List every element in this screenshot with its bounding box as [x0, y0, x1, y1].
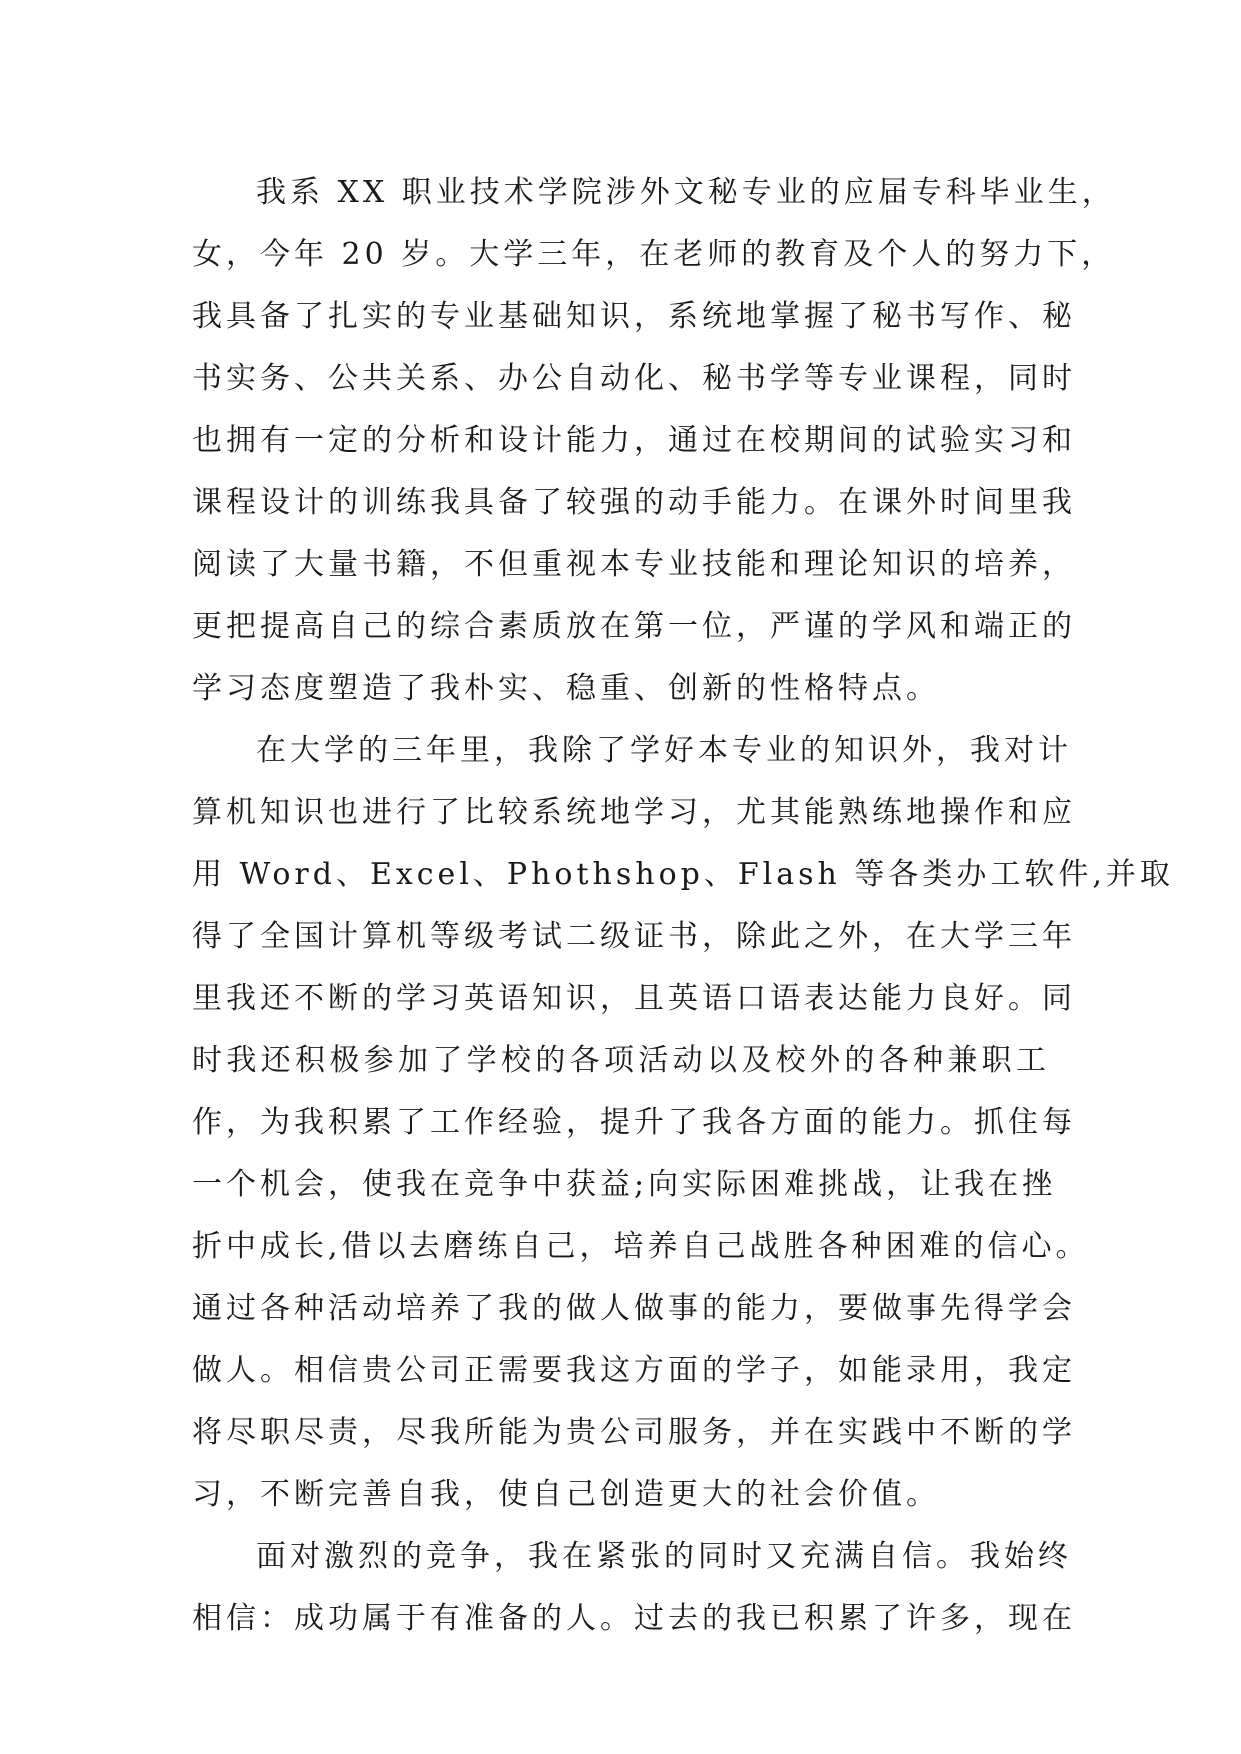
text-line: 通过各种活动培养了我的做人做事的能力，要做事先得学会	[192, 1291, 1076, 1326]
text-line: 学习态度塑造了我朴实、稳重、创新的性格特点。	[192, 671, 940, 706]
text-line: 时我还积极参加了学校的各项活动以及校外的各种兼职工	[192, 1043, 1050, 1078]
text-line: 算机知识也进行了比较系统地学习，尤其能熟练地操作和应	[192, 795, 1076, 830]
text-line: 书实务、公共关系、办公自动化、秘书学等专业课程，同时	[192, 361, 1076, 396]
paragraph-1	[192, 162, 1116, 720]
text-line: 女，今年 20 岁。大学三年，在老师的教育及个人的努力下，	[192, 237, 1116, 272]
text-line: 一个机会，使我在竞争中获益;向实际困难挑战，让我在挫	[192, 1167, 1057, 1202]
text-line: 折中成长,借以去磨练自己，培养自己战胜各种困难的信心。	[192, 1229, 1090, 1264]
text-line: 面对激烈的竞争，我在紧张的同时又充满自信。我始终	[256, 1539, 1072, 1574]
paragraph-3	[192, 1526, 1076, 1650]
text-line: 作，为我积累了工作经验，提升了我各方面的能力。抓住每	[192, 1105, 1076, 1140]
text-line: 里我还不断的学习英语知识，且英语口语表达能力良好。同	[192, 981, 1076, 1016]
text-line: 我系 XX 职业技术学院涉外文秘专业的应届专科毕业生，	[256, 175, 1116, 210]
text-line: 相信：成功属于有准备的人。过去的我已积累了许多，现在	[192, 1601, 1076, 1636]
text-line: 更把提高自己的综合素质放在第一位，严谨的学风和端正的	[192, 609, 1076, 644]
text-line: 将尽职尽责，尽我所能为贵公司服务，并在实践中不断的学	[192, 1415, 1076, 1450]
text-line: 用 Word、Excel、Phothshop、Flash 等各类办工软件,并取	[192, 857, 1174, 892]
text-line: 做人。相信贵公司正需要我这方面的学子，如能录用，我定	[192, 1353, 1076, 1388]
text-line: 我具备了扎实的专业基础知识，系统地掌握了秘书写作、秘	[192, 299, 1076, 334]
paragraph-2	[192, 720, 1174, 1526]
text-line: 在大学的三年里，我除了学好本专业的知识外，我对计	[256, 733, 1072, 768]
document-body	[192, 162, 1174, 1650]
text-line: 阅读了大量书籍，不但重视本专业技能和理论知识的培养，	[192, 547, 1076, 582]
text-line: 课程设计的训练我具备了较强的动手能力。在课外时间里我	[192, 485, 1076, 520]
text-line: 习，不断完善自我，使自己创造更大的社会价值。	[192, 1477, 940, 1512]
text-line: 也拥有一定的分析和设计能力，通过在校期间的试验实习和	[192, 423, 1076, 458]
text-line: 得了全国计算机等级考试二级证书，除此之外，在大学三年	[192, 919, 1076, 954]
